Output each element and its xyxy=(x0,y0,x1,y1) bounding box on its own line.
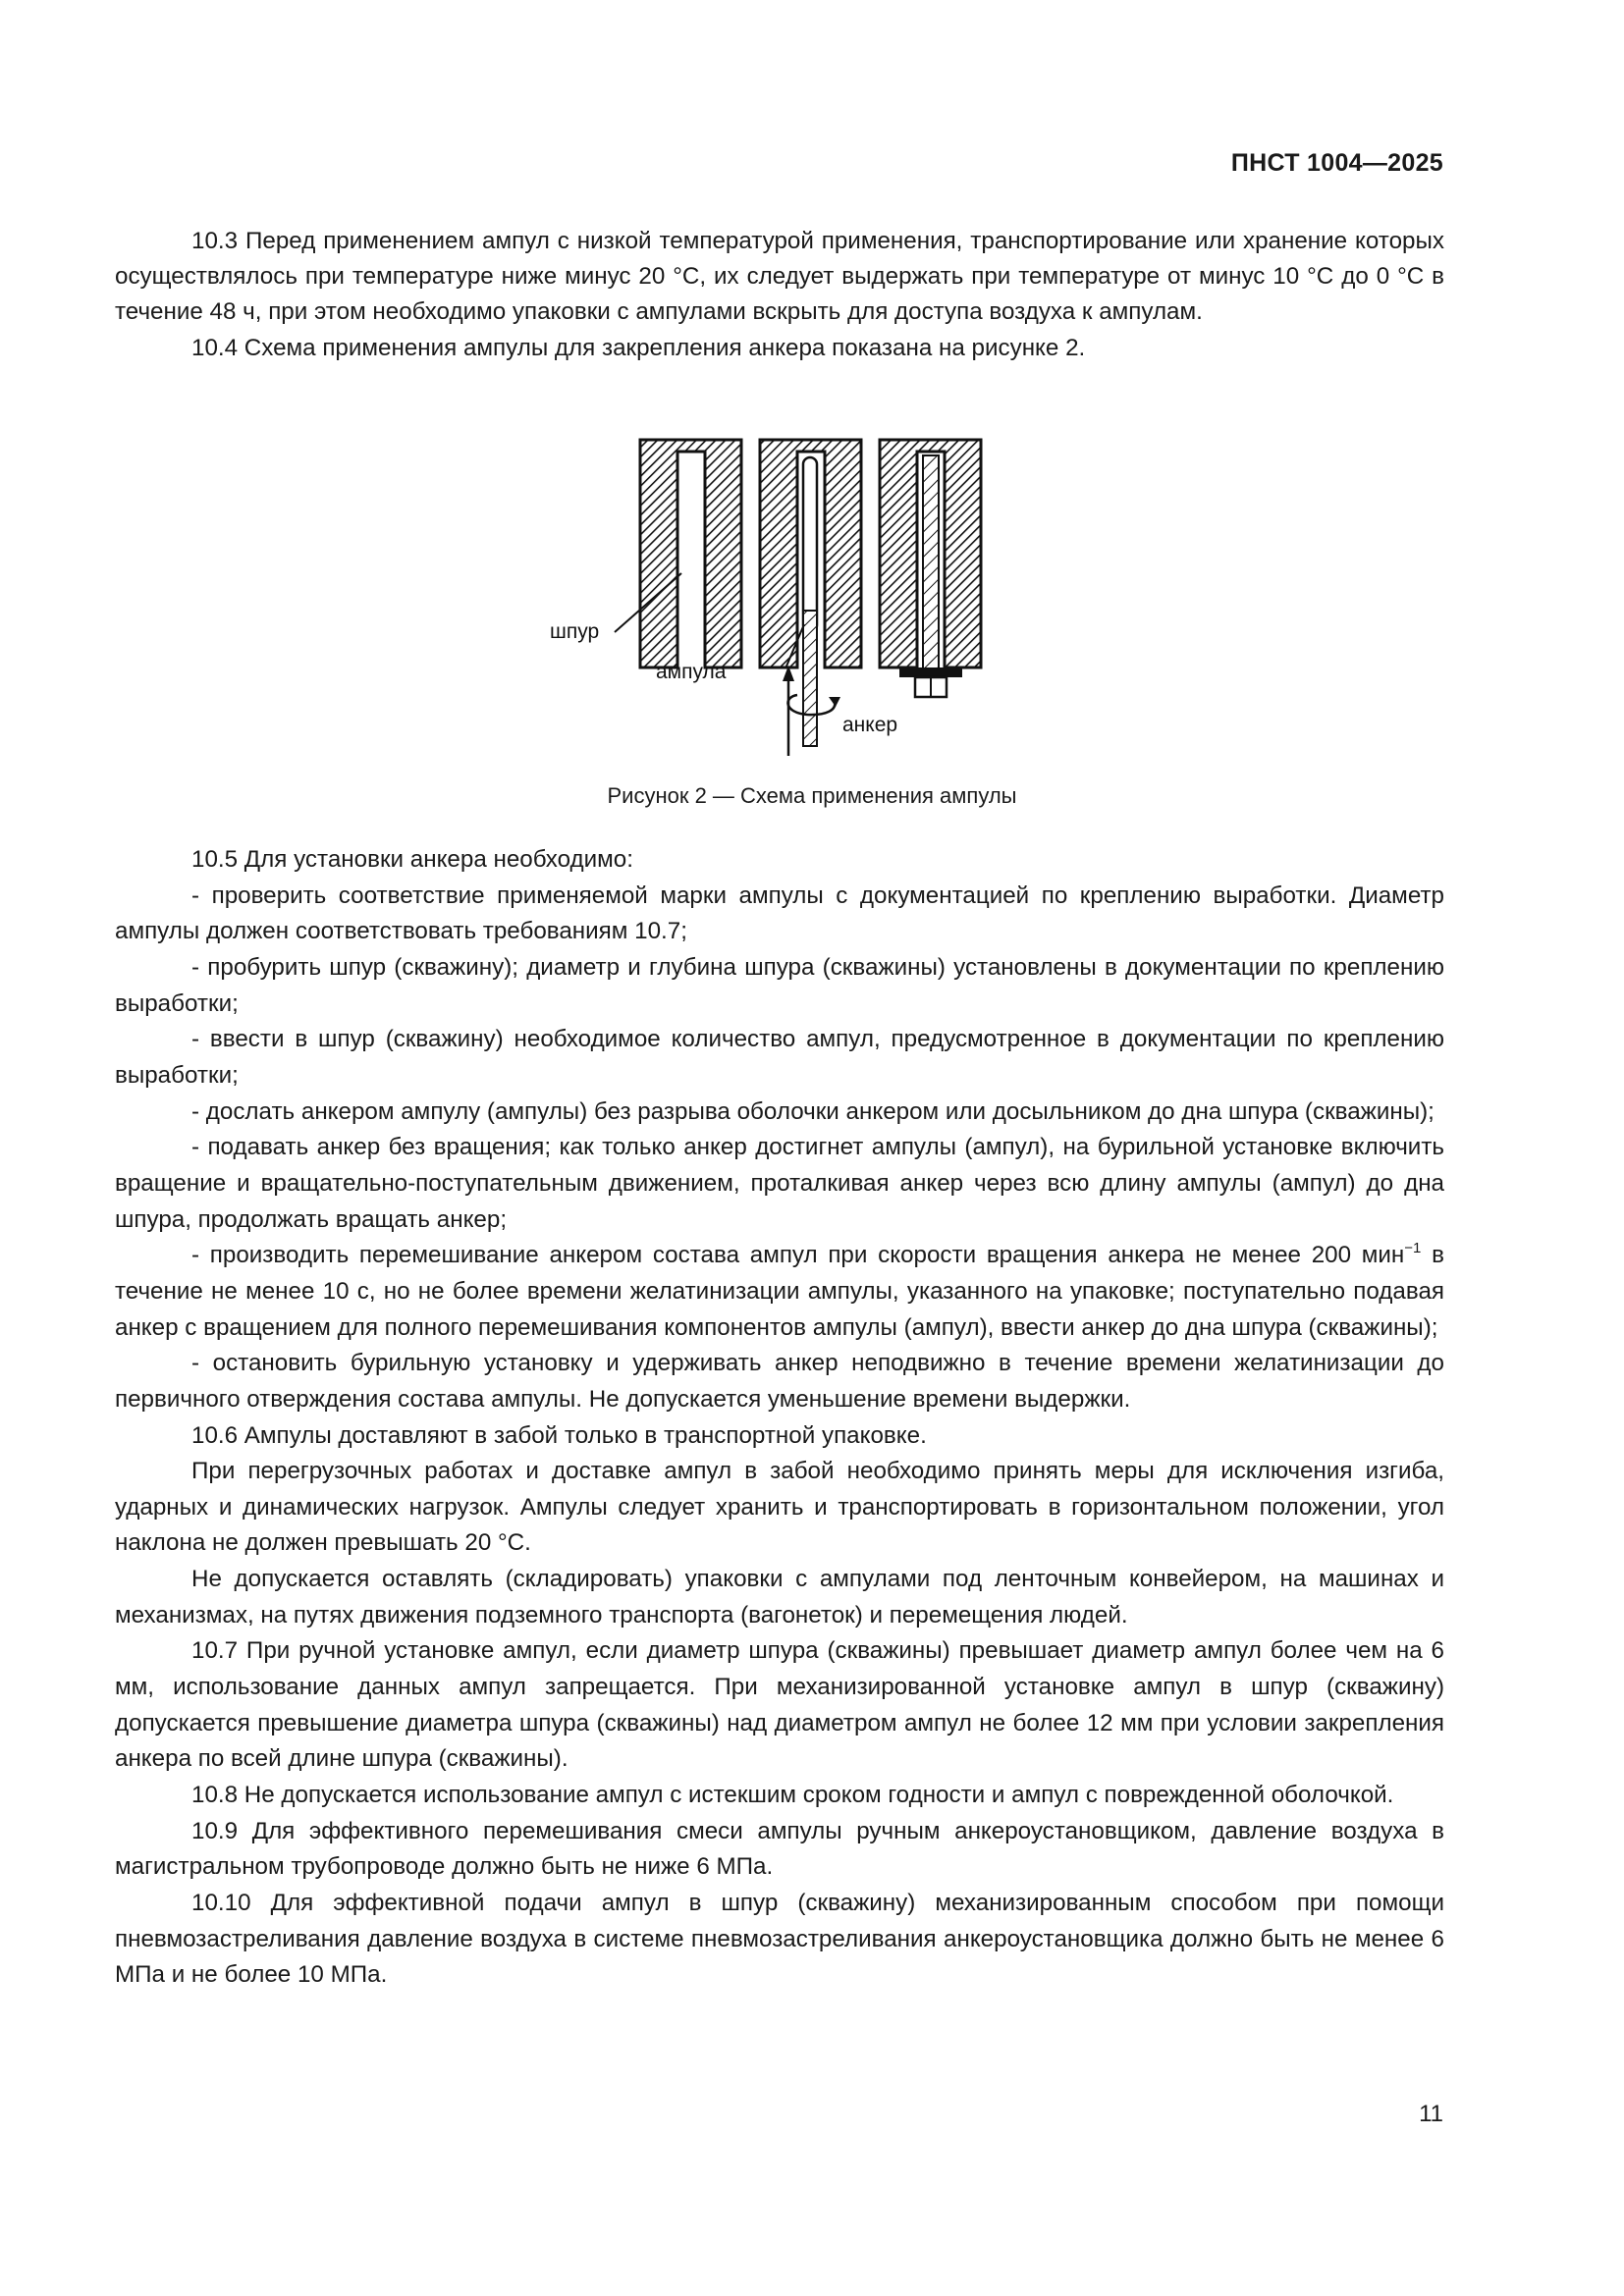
paragraph-10-10: 10.10 Для эффективной подачи ампул в шпур (скважину) механизированным способом при помощи пневмозастреливания давление воздуха в системе пневмозастреливания анкероустановщика должно быть не менее 6 МПа и не более 10 МПа. xyxy=(115,1890,1444,1989)
unit-exponent: −1 xyxy=(1404,1240,1422,1257)
borehole-block-empty xyxy=(640,440,741,667)
figure-caption: Рисунок 2 — Схема применения ампулы xyxy=(607,783,1017,808)
page-number: 11 xyxy=(1419,2101,1443,2127)
label-ampula: ампула xyxy=(656,661,727,683)
paragraph-10-6-b: При перегрузочных работах и доставке ампул в забой необходимо принять меры для исключения изгиба, ударных и динамических нагрузок. Ампулы следует хранить и транспортировать в горизонтальном положении, угол наклона не должен превышать 20 °С. xyxy=(115,1458,1444,1557)
paragraph-10-5: 10.5 Для установки анкера необходимо: xyxy=(191,846,633,873)
list-item: - пробурить шпур (скважину); диаметр и глубина шпура (скважины) установлены в документации по креплению выработки; xyxy=(115,953,1444,1017)
anchor-installed xyxy=(923,455,939,677)
paragraph-10-6-c: Не допускается оставлять (складировать) упаковки с ампулами под ленточным конвейером, на машинах и механизмах, на путях движения подземного транспорта (вагонеток) и перемещения людей. xyxy=(115,1566,1444,1629)
paragraph-10-3: 10.3 Перед применением ампул с низкой температурой применения, транспортирование или хранение которых осуществлялось при температуре ниже минус 20 °С, их следует выдержать при температуре от минус 10 °С до 0 °С в течение 48 ч, при этом необходимо упаковки с ампулами вскрыть для доступа воздуха к ампулам. xyxy=(115,228,1444,326)
anchor-plate xyxy=(899,667,962,677)
ampoule-scheme-drawing xyxy=(550,430,992,774)
borehole-block-with-ampoule xyxy=(760,440,861,746)
paragraphs-top xyxy=(115,224,1444,366)
list-item: - подавать анкер без вращения; как только анкер достигнет ампулы (ампул), на бурильной установке включить вращение и вращательно-поступательным движением, проталкивая анкер через всю длину ампулы (ампул) до дна шпура, продолжать вращать анкер; xyxy=(115,1134,1444,1233)
paragraph-10-9: 10.9 Для эффективного перемешивания смеси ампулы ручным анкероустановщиком, давление воздуха в магистральном трубопроводе должно быть не ниже 6 МПа. xyxy=(115,1817,1444,1881)
paragraph-10-8: 10.8 Не допускается использование ампул с истекшим сроком годности и ампул с поврежденной оболочкой. xyxy=(191,1782,1394,1809)
anchor-rod xyxy=(803,611,817,746)
paragraph-10-7: 10.7 При ручной установке ампул, если диаметр шпура (скважины) превышает диаметр ампул более чем на 6 мм, использование данных ампул запрещается. При механизированной установке ампул в шпур (скважину) допускается превышение диаметра шпура (скважины) над диаметром ампул не более 12 мм при условии закрепления анкера по всей длине шпура (скважины). xyxy=(115,1637,1444,1773)
paragraph-10-4: 10.4 Схема применения ампулы для закрепления анкера показана на рисунке 2. xyxy=(191,334,1086,361)
list-item: - ввести в шпур (скважину) необходимое количество ампул, предусмотренное в документации по креплению выработки; xyxy=(115,1026,1444,1089)
borehole-block-installed xyxy=(880,440,981,697)
list-item: - остановить бурильную установку и удерживать анкер неподвижно в течение времени желатинизации до первичного отверждения состава ампулы. Не допускается уменьшение времени выдержки. xyxy=(115,1350,1444,1413)
label-anker: анкер xyxy=(842,714,898,736)
list-item xyxy=(115,1238,1444,1346)
list-item-text-b: в течение не менее 10 с, но не более времени желатинизации ампулы, указанного на упаковке; поступательно подавая анкер с вращением для полного перемешивания компонентов ампулы (ампул), ввести анкер до дна шпура (скважины); xyxy=(115,1242,1444,1341)
paragraph-10-6: 10.6 Ампулы доставляют в забой только в транспортной упаковке. xyxy=(191,1421,927,1449)
list-item: - дослать анкером ампулу (ампулы) без разрыва оболочки анкером или досыльником до дна шпура (скважины); xyxy=(191,1097,1435,1125)
figure-ampoule-scheme xyxy=(550,430,992,774)
label-shpur: шпур xyxy=(550,620,600,643)
ampoule xyxy=(803,457,817,632)
document-header: ПНСТ 1004—2025 xyxy=(1230,149,1443,177)
list-item-text-a: - производить перемешивание анкером состава ампул при скорости вращения анкера не менее 200 мин xyxy=(191,1242,1405,1269)
paragraphs-main xyxy=(115,842,1444,1994)
list-item: - проверить соответствие применяемой марки ампулы с документацией по креплению выработки. Диаметр ампулы должен соответствовать требованиям 10.7; xyxy=(115,881,1444,945)
